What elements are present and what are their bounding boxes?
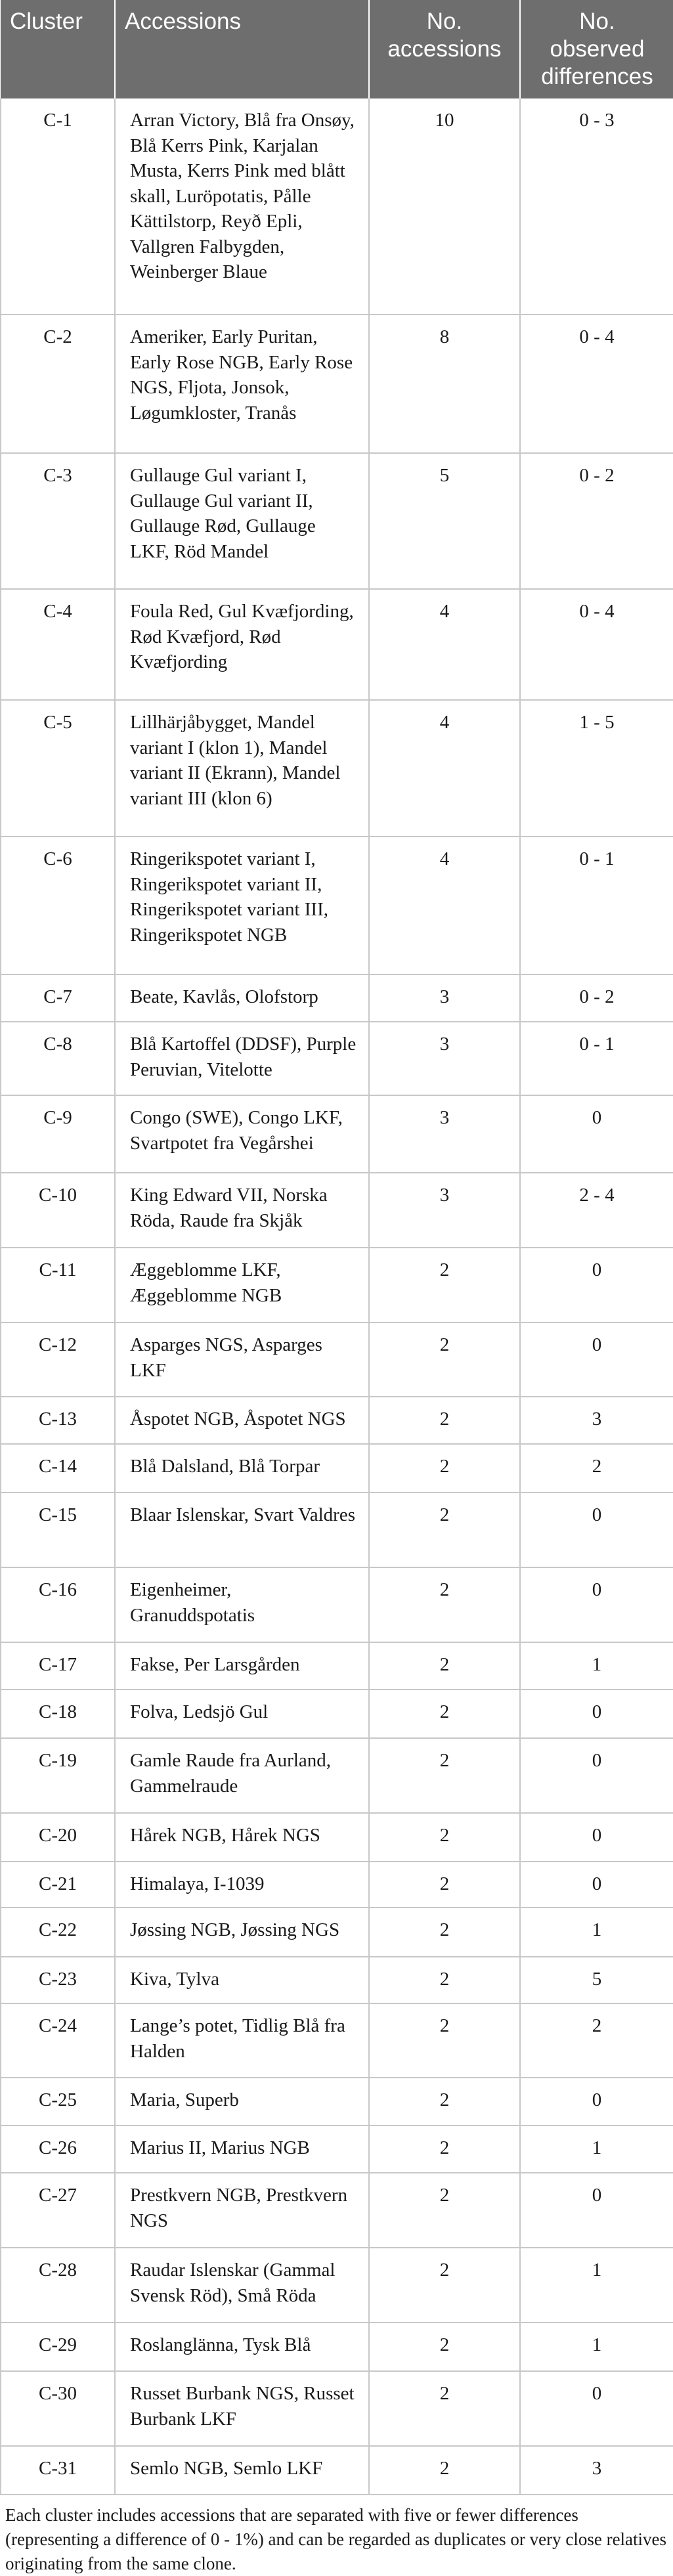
header-cluster: Cluster [1, 0, 115, 98]
cell-no-accessions: 4 [369, 700, 520, 837]
table-row [1, 700, 673, 837]
table-row [1, 2323, 673, 2371]
cell-cluster: C-15 [1, 1493, 115, 1567]
table-body [1, 98, 673, 2495]
cell-accessions: Gullauge Gul variant I, Gullauge Gul variant II, Gullauge Rød, Gullauge LKF, Röd Mandel [115, 453, 369, 589]
table-row [1, 2126, 673, 2173]
header-no-observed-differences: No. observed differences [520, 0, 673, 98]
cell-no-accessions: 2 [369, 2323, 520, 2371]
cell-no-accessions: 2 [369, 1248, 520, 1322]
table-row [1, 974, 673, 1022]
cell-accessions: Gamle Raude fra Aurland, Gammelraude [115, 1738, 369, 1813]
cell-cluster: C-19 [1, 1738, 115, 1813]
cell-accessions: Æggeblomme LKF, Æggeblomme NGB [115, 1248, 369, 1322]
table-row [1, 1322, 673, 1397]
cell-accessions: Asparges NGS, Asparges LKF [115, 1322, 369, 1397]
cell-accessions: Himalaya, I-1039 [115, 1862, 369, 1908]
cell-no-observed-differences: 3 [520, 1397, 673, 1444]
cell-accessions: Beate, Kavlås, Olofstorp [115, 974, 369, 1022]
cell-no-observed-differences: 0 [520, 2173, 673, 2248]
cell-accessions: Blå Dalsland, Blå Torpar [115, 1444, 369, 1493]
cell-accessions: King Edward VII, Norska Röda, Raude fra Skjåk [115, 1173, 369, 1248]
cell-cluster: C-20 [1, 1813, 115, 1862]
cell-no-accessions: 2 [369, 1493, 520, 1567]
cell-cluster: C-25 [1, 2078, 115, 2126]
cell-no-observed-differences: 0 [520, 2371, 673, 2446]
cell-no-accessions: 2 [369, 1567, 520, 1642]
cell-cluster: C-22 [1, 1908, 115, 1957]
cell-accessions: Folva, Ledsjö Gul [115, 1690, 369, 1738]
cell-cluster: C-23 [1, 1957, 115, 2003]
cell-cluster: C-2 [1, 315, 115, 453]
cell-no-accessions: 2 [369, 2126, 520, 2173]
table-row [1, 315, 673, 453]
cell-no-observed-differences: 0 - 1 [520, 1022, 673, 1095]
cell-accessions: Åspotet NGB, Åspotet NGS [115, 1397, 369, 1444]
cell-no-observed-differences: 0 [520, 1248, 673, 1322]
cell-cluster: C-26 [1, 2126, 115, 2173]
cell-no-accessions: 2 [369, 2078, 520, 2126]
cell-accessions: Semlo NGB, Semlo LKF [115, 2446, 369, 2495]
cell-no-observed-differences: 1 [520, 2126, 673, 2173]
table-row [1, 98, 673, 315]
cell-accessions: Foula Red, Gul Kvæfjording, Rød Kvæfjord, Rød Kvæfjording [115, 589, 369, 700]
cell-accessions: Blå Kartoffel (DDSF), Purple Peruvian, Vitelotte [115, 1022, 369, 1095]
table-row [1, 1444, 673, 1493]
cell-accessions: Kiva, Tylva [115, 1957, 369, 2003]
cell-no-observed-differences: 0 [520, 1322, 673, 1397]
cell-accessions: Eigenheimer, Granuddspotatis [115, 1567, 369, 1642]
cell-no-observed-differences: 0 - 4 [520, 589, 673, 700]
header-accessions: Accessions [115, 0, 369, 98]
cell-no-accessions: 2 [369, 2371, 520, 2446]
cell-no-accessions: 4 [369, 837, 520, 974]
cell-no-accessions: 2 [369, 2003, 520, 2078]
cell-no-accessions: 2 [369, 1862, 520, 1908]
table-row [1, 1567, 673, 1642]
table-row [1, 1493, 673, 1567]
table-row [1, 2446, 673, 2495]
cell-cluster: C-31 [1, 2446, 115, 2495]
cell-no-accessions: 5 [369, 453, 520, 589]
cell-cluster: C-30 [1, 2371, 115, 2446]
cell-cluster: C-14 [1, 1444, 115, 1493]
cell-no-observed-differences: 0 - 3 [520, 98, 673, 315]
cell-cluster: C-8 [1, 1022, 115, 1095]
cell-cluster: C-4 [1, 589, 115, 700]
table-row [1, 2371, 673, 2446]
cell-no-observed-differences: 0 [520, 1690, 673, 1738]
cell-no-accessions: 2 [369, 1738, 520, 1813]
table-row [1, 2078, 673, 2126]
cell-no-observed-differences: 1 [520, 1908, 673, 1957]
table-row [1, 1862, 673, 1908]
cell-accessions: Lange’s potet, Tidlig Blå fra Halden [115, 2003, 369, 2078]
cell-no-accessions: 3 [369, 974, 520, 1022]
cell-accessions: Arran Victory, Blå fra Onsøy, Blå Kerrs Pink, Karjalan Musta, Kerrs Pink med blått skall, Luröpotatis, Pålle Kättilstorp, Reyð Epli, Vallgren Falbygden, Weinberger Blaue [115, 98, 369, 315]
cell-no-observed-differences: 0 [520, 1813, 673, 1862]
cell-cluster: C-21 [1, 1862, 115, 1908]
cell-cluster: C-9 [1, 1095, 115, 1173]
cell-no-observed-differences: 0 [520, 1493, 673, 1567]
cell-no-accessions: 2 [369, 1322, 520, 1397]
cell-accessions: Russet Burbank NGS, Russet Burbank LKF [115, 2371, 369, 2446]
cell-no-observed-differences: 2 [520, 2003, 673, 2078]
cell-no-observed-differences: 2 - 4 [520, 1173, 673, 1248]
cell-no-observed-differences: 0 - 2 [520, 453, 673, 589]
table-row [1, 2173, 673, 2248]
cell-no-accessions: 2 [369, 1957, 520, 2003]
cell-no-observed-differences: 0 [520, 1862, 673, 1908]
table-row [1, 453, 673, 589]
cell-no-observed-differences: 1 - 5 [520, 700, 673, 837]
cell-cluster: C-29 [1, 2323, 115, 2371]
cell-cluster: C-16 [1, 1567, 115, 1642]
table-footnote: Each cluster includes accessions that are separated with five or fewer differences (representing a difference of 0 - 1%) and can be regarded as duplicates or very close relatives originating from the same clone. [5, 2505, 667, 2573]
cell-cluster: C-6 [1, 837, 115, 974]
cell-accessions: Jøssing NGB, Jøssing NGS [115, 1908, 369, 1957]
cell-accessions: Ringerikspotet variant I, Ringerikspotet variant II, Ringerikspotet variant III, Ringerikspotet NGB [115, 837, 369, 974]
cell-no-observed-differences: 0 - 1 [520, 837, 673, 974]
cell-no-accessions: 2 [369, 2173, 520, 2248]
cell-no-accessions: 2 [369, 1444, 520, 1493]
cell-no-accessions: 10 [369, 98, 520, 315]
cell-accessions: Maria, Superb [115, 2078, 369, 2126]
table-row [1, 1095, 673, 1173]
table-row [1, 1397, 673, 1444]
cell-cluster: C-1 [1, 98, 115, 315]
cell-accessions: Prestkvern NGB, Prestkvern NGS [115, 2173, 369, 2248]
cell-accessions: Raudar Islenskar (Gammal Svensk Röd), Små Röda [115, 2248, 369, 2323]
cell-accessions: Hårek NGB, Hårek NGS [115, 1813, 369, 1862]
table-row [1, 837, 673, 974]
cell-no-observed-differences: 1 [520, 2323, 673, 2371]
cell-cluster: C-18 [1, 1690, 115, 1738]
cell-cluster: C-7 [1, 974, 115, 1022]
table-row [1, 1690, 673, 1738]
table-row [1, 1642, 673, 1690]
table-row [1, 1248, 673, 1322]
table-row [1, 1173, 673, 1248]
header-no-accessions: No. accessions [369, 0, 520, 98]
table-row [1, 2248, 673, 2323]
cell-cluster: C-5 [1, 700, 115, 837]
table-row [1, 1813, 673, 1862]
cell-no-observed-differences: 1 [520, 1642, 673, 1690]
cell-no-observed-differences: 0 [520, 1738, 673, 1813]
table-header [1, 0, 673, 98]
table-row [1, 2003, 673, 2078]
cell-no-observed-differences: 0 - 2 [520, 974, 673, 1022]
cell-cluster: C-24 [1, 2003, 115, 2078]
cell-no-observed-differences: 2 [520, 1444, 673, 1493]
cell-no-accessions: 2 [369, 1642, 520, 1690]
cell-no-observed-differences: 0 [520, 2078, 673, 2126]
table-row [1, 1022, 673, 1095]
cell-cluster: C-11 [1, 1248, 115, 1322]
cell-cluster: C-12 [1, 1322, 115, 1397]
cell-cluster: C-13 [1, 1397, 115, 1444]
table-row [1, 1908, 673, 1957]
cell-no-accessions: 3 [369, 1173, 520, 1248]
cell-no-accessions: 3 [369, 1022, 520, 1095]
cell-no-observed-differences: 3 [520, 2446, 673, 2495]
cell-cluster: C-10 [1, 1173, 115, 1248]
table-row [1, 1738, 673, 1813]
cell-cluster: C-17 [1, 1642, 115, 1690]
cell-no-observed-differences: 0 [520, 1567, 673, 1642]
cell-cluster: C-27 [1, 2173, 115, 2248]
cell-no-observed-differences: 5 [520, 1957, 673, 2003]
cell-no-observed-differences: 1 [520, 2248, 673, 2323]
cell-no-observed-differences: 0 [520, 1095, 673, 1173]
cell-accessions: Blaar Islenskar, Svart Valdres [115, 1493, 369, 1567]
cell-no-accessions: 2 [369, 1813, 520, 1862]
cell-cluster: C-28 [1, 2248, 115, 2323]
cell-accessions: Congo (SWE), Congo LKF, Svartpotet fra Vegårshei [115, 1095, 369, 1173]
cell-no-accessions: 2 [369, 1908, 520, 1957]
cell-no-accessions: 2 [369, 2446, 520, 2495]
cell-cluster: C-3 [1, 453, 115, 589]
cell-no-accessions: 2 [369, 2248, 520, 2323]
cell-no-accessions: 2 [369, 1690, 520, 1738]
table-row [1, 589, 673, 700]
cell-no-accessions: 4 [369, 589, 520, 700]
cell-accessions: Fakse, Per Larsgården [115, 1642, 369, 1690]
cell-accessions: Lillhärjåbygget, Mandel variant I (klon 1), Mandel variant II (Ekrann), Mandel variant III (klon 6) [115, 700, 369, 837]
cell-accessions: Marius II, Marius NGB [115, 2126, 369, 2173]
cell-no-observed-differences: 0 - 4 [520, 315, 673, 453]
cell-accessions: Ameriker, Early Puritan, Early Rose NGB, Early Rose NGS, Fljota, Jonsok, Løgumkloster, Tranås [115, 315, 369, 453]
table-row [1, 1957, 673, 2003]
cell-no-accessions: 8 [369, 315, 520, 453]
cell-accessions: Roslanglänna, Tysk Blå [115, 2323, 369, 2371]
cell-no-accessions: 3 [369, 1095, 520, 1173]
cell-no-accessions: 2 [369, 1397, 520, 1444]
